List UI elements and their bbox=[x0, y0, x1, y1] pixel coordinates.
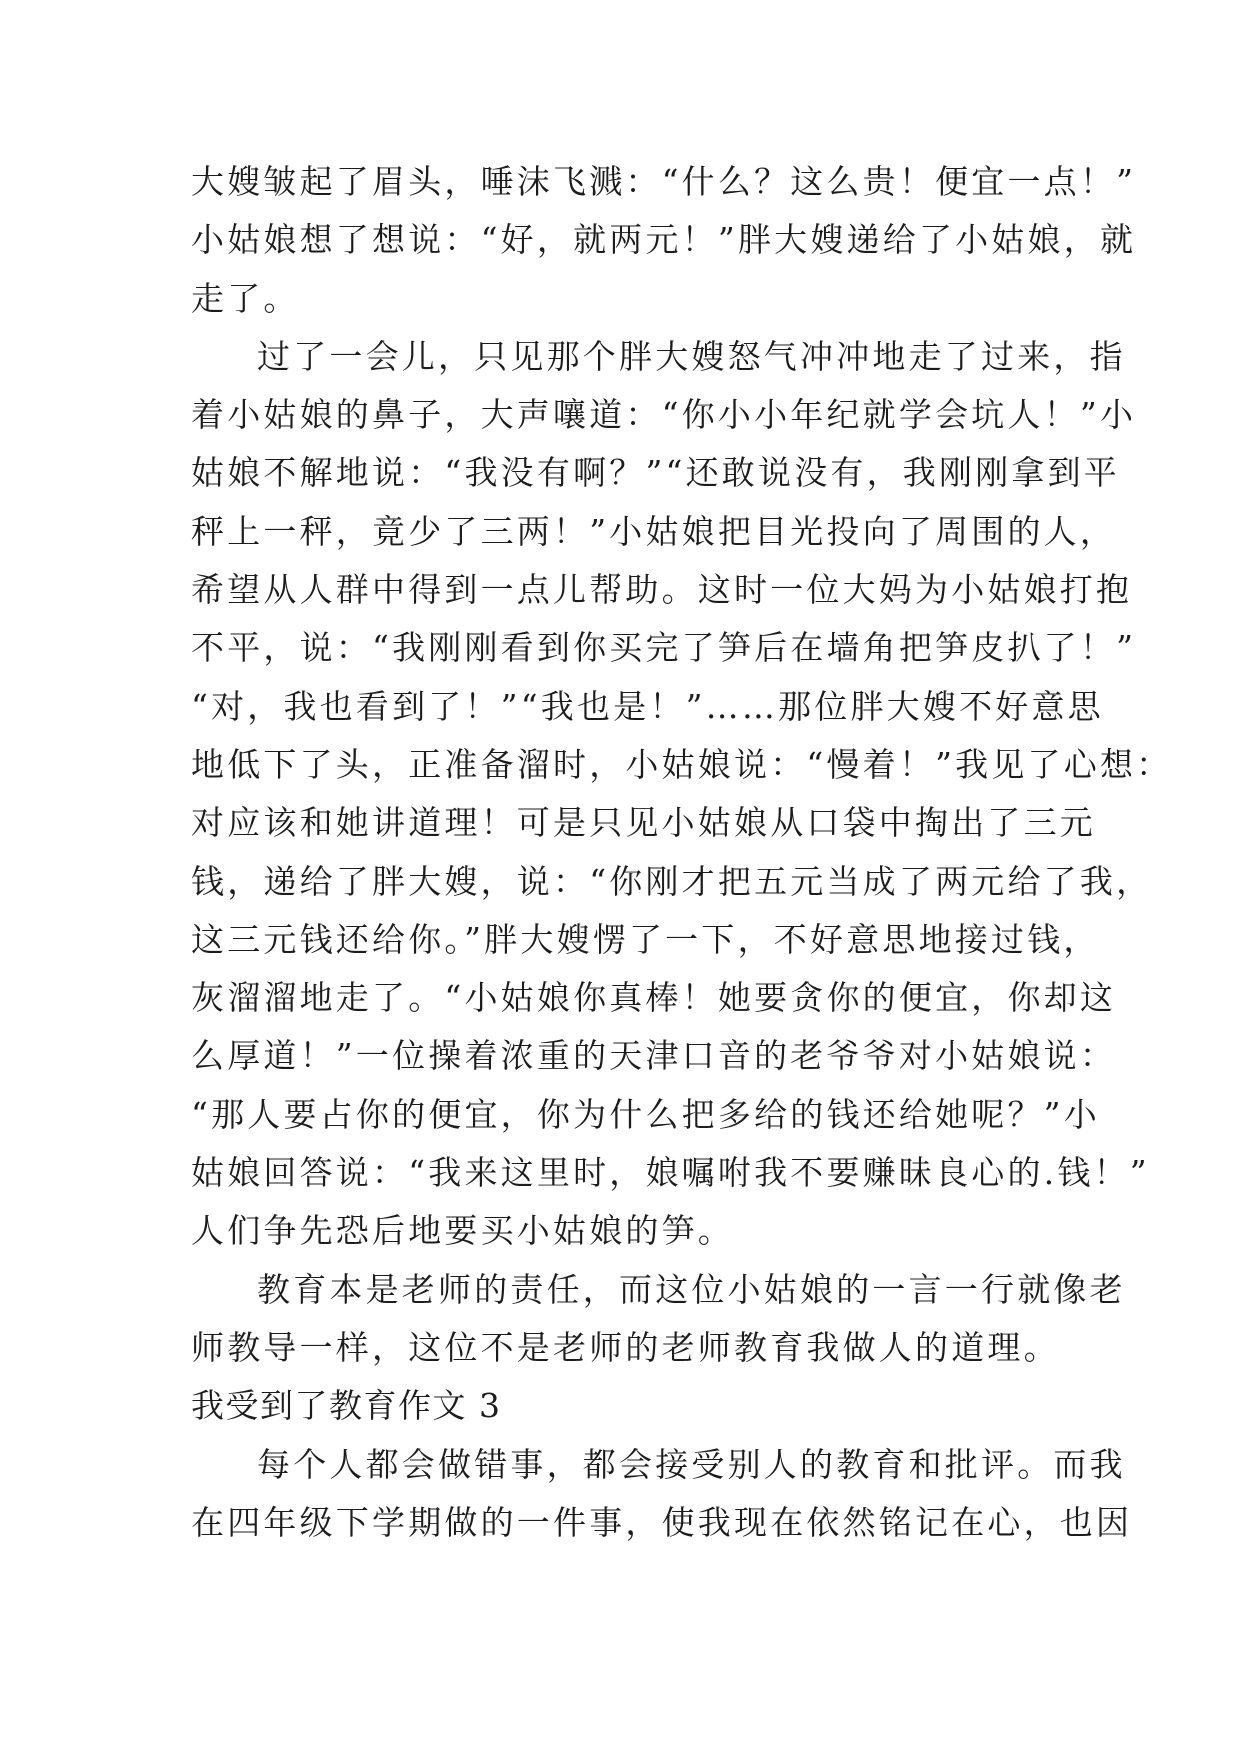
paragraph-start-line: 教育本是老师的责任，而这位小姑娘的一言一行就像老 bbox=[257, 1269, 1126, 1309]
text-line: 不平，说：“我刚刚看到你买完了笋后在墙角把笋皮扒了！” bbox=[191, 628, 1137, 668]
text-line: 在四年级下学期做的一件事，使我现在依然铭记在心，也因 bbox=[191, 1502, 1133, 1542]
paragraph-start-line: 每个人都会做错事，都会接受别人的教育和批评。而我 bbox=[257, 1444, 1126, 1484]
text-line: 对应该和她讲道理！可是只见小姑娘从口袋中掏出了三元 bbox=[191, 803, 1096, 843]
text-line: 大嫂皱起了眉头，唾沫飞溅：“什么？这么贵！便宜一点！” bbox=[191, 162, 1137, 201]
text-line: “对，我也看到了！”“我也是！”……那位胖大嫂不好意思 bbox=[191, 686, 1104, 726]
text-line: 小姑娘想了想说：“好，就两元！”胖大嫂递给了小姑娘，就 bbox=[191, 220, 1137, 260]
text-line: 地低下了头，正准备溜时，小姑娘说：“慢着！”我见了心想： bbox=[191, 744, 1173, 784]
text-line: 师教导一样，这位不是老师的老师教育我做人的道理。 bbox=[191, 1327, 1060, 1367]
text-line: 灰溜溜地走了。“小姑娘你真棒！她要贪你的便宜，你却这 bbox=[191, 978, 1117, 1018]
text-line: “那人要占你的便宜，你为什么把多给的钱还给她呢？”小 bbox=[191, 1094, 1100, 1134]
text-line: 人们争先恐后地要买小姑娘的笋。 bbox=[191, 1211, 734, 1251]
text-line: 姑娘不解地说：“我没有啊？”“还敢说没有，我刚刚拿到平 bbox=[191, 453, 1121, 493]
text-line: 这三元钱还给你。”胖大嫂愣了一下，不好意思地接过钱， bbox=[191, 919, 1100, 959]
text-line: 希望从人群中得到一点儿帮助。这时一位大妈为小姑娘打抱 bbox=[191, 570, 1133, 610]
text-line: 么厚道！”一位操着浓重的天津口音的老爷爷对小姑娘说： bbox=[191, 1036, 1117, 1076]
text-line: 秤上一秤，竟少了三两！”小姑娘把目光投向了周围的人， bbox=[191, 511, 1117, 551]
paragraph-start-line: 过了一会儿，只见那个胖大嫂怒气冲冲地走了过来，指 bbox=[257, 336, 1126, 376]
text-line: 走了。 bbox=[191, 278, 300, 318]
essay-text bbox=[191, 153, 1173, 1552]
text-line: 钱，递给了胖大嫂，说：“你刚才把五元当成了两元给了我， bbox=[191, 861, 1153, 901]
text-line: 姑娘回答说：“我来这里时，娘嘱咐我不要赚昧良心的.钱！” bbox=[191, 1153, 1150, 1193]
section-heading: 我受到了教育作文 3 bbox=[191, 1386, 502, 1426]
text-line: 着小姑娘的鼻子，大声嚷道：“你小小年纪就学会坑人！”小 bbox=[191, 395, 1137, 435]
